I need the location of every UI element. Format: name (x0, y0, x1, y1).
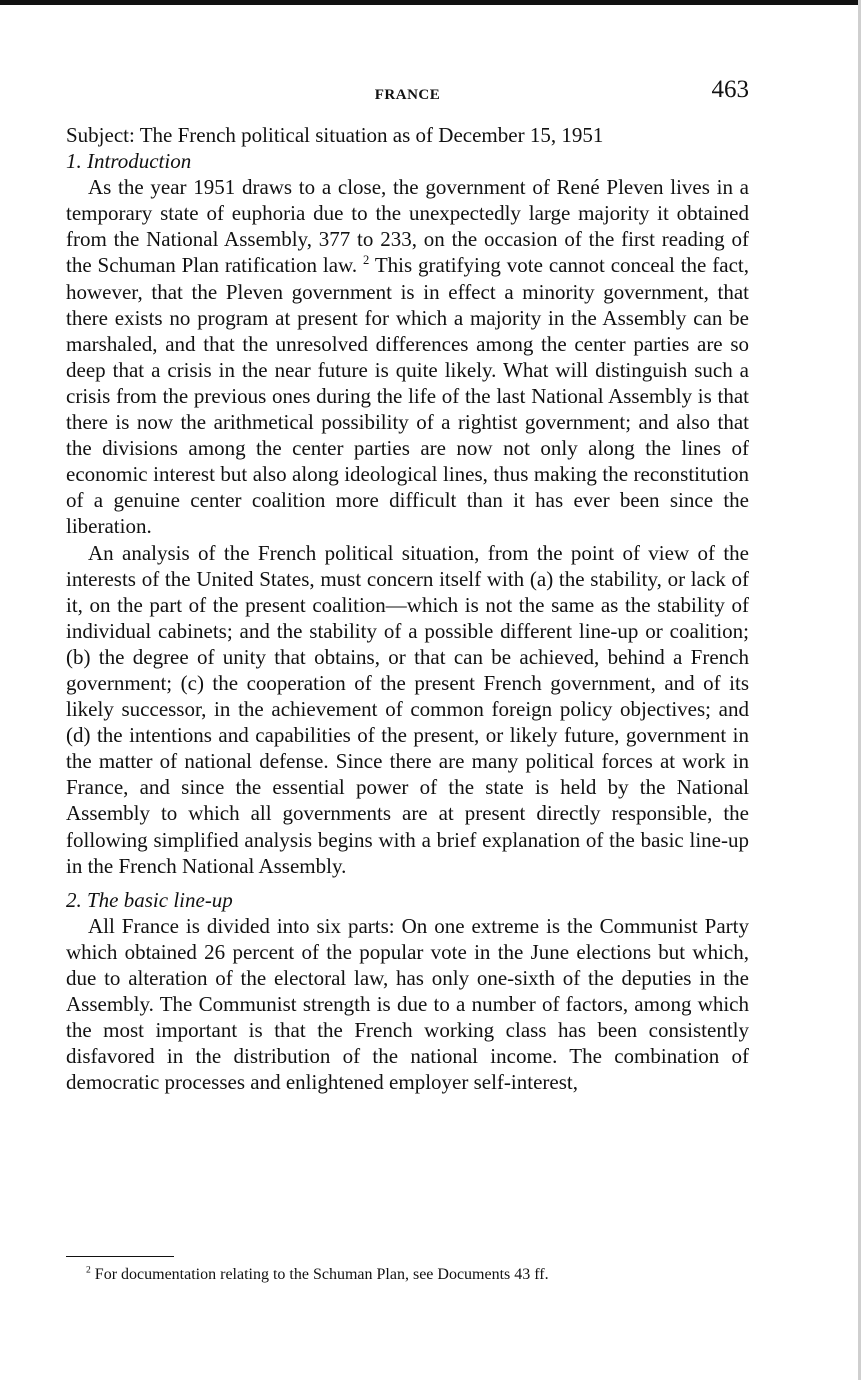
section-heading-basic-line-up: 2. The basic line-up (66, 887, 233, 912)
paragraph-basic-line-up-1: All France is divided into six parts: On one extreme is the Communist Party which obtained 26 percent of the popular vote in the June elections but which, due to alteration of the electoral law, has only one-sixth of the deputies in the Assembly. The Communist strength is due to a number of factors, among which the most important is that the French working class has been consistently disfavored in the distribution of the national income. The combination of democratic processes and enlightened employer self-interest, (66, 913, 749, 1095)
running-header (66, 76, 749, 106)
footnote (86, 1265, 749, 1285)
footnote-marker: 2 (86, 1264, 91, 1276)
document-body (66, 122, 749, 1095)
subject-line: Subject: The French political situation as of December 15, 1951 (66, 123, 604, 147)
paragraph-introduction-1 (66, 174, 749, 539)
paragraph-text: This gratifying vote cannot conceal the fact, however, that the Pleven government is in effect a minority government, that there exists no program at present for which a majority in the Assembly can be marshaled, and that the unresolved differences among the center parties are so deep that a crisis in the near future is quite likely. What will distinguish such a crisis from the previous ones during the life of the last National Assembly is that there is now the arithmetical possibility of a rightist government; and also that the divisions among the center parties are now not only along the lines of economic interest but also along ideological lines, thus making the reconstitution of a genuine center coalition more difficult than it has ever been since the liberation. (66, 253, 749, 539)
footnote-reference: 2 (362, 253, 370, 268)
footnote-text: For documentation relating to the Schuman Plan, see Documents 43 ff. (94, 1266, 549, 1283)
paragraph-introduction-2: An analysis of the French political situation, from the point of view of the interests of the United States, must concern itself with (a) the stability, or lack of it, on the part of the present coalition—which is not the same as the stability of individual cabinets; and the stability of a possible different line-up or coalition; (b) the degree of unity that obtains, or that can be achieved, behind a French government; (c) the cooperation of the present French government, and of its likely successor, in the achievement of common foreign policy objectives; and (d) the intentions and capabilities of the present, or likely future, government in the matter of national defense. Since there are many political forces at work in France, and since the essential power of the state is held by the National Assembly to which all governments are at present directly responsible, the following simplified analysis begins with a brief explanation of the basic line-up in the French National Assembly. (66, 540, 749, 878)
running-title: FRANCE (374, 87, 441, 103)
page-number: 463 (711, 76, 749, 103)
top-border-rule (0, 0, 861, 5)
section-heading-introduction: 1. Introduction (66, 149, 192, 174)
footnote-divider (66, 1256, 174, 1257)
paragraph-text: As the year 1951 draws to a close, the government of René Pleven lives in a temporary state of euphoria due to the unexpectedly large majority it obtained from the National Assembly, 377 to 233, on the occasion of the first reading of the Schuman Plan ratification law. (66, 175, 749, 278)
